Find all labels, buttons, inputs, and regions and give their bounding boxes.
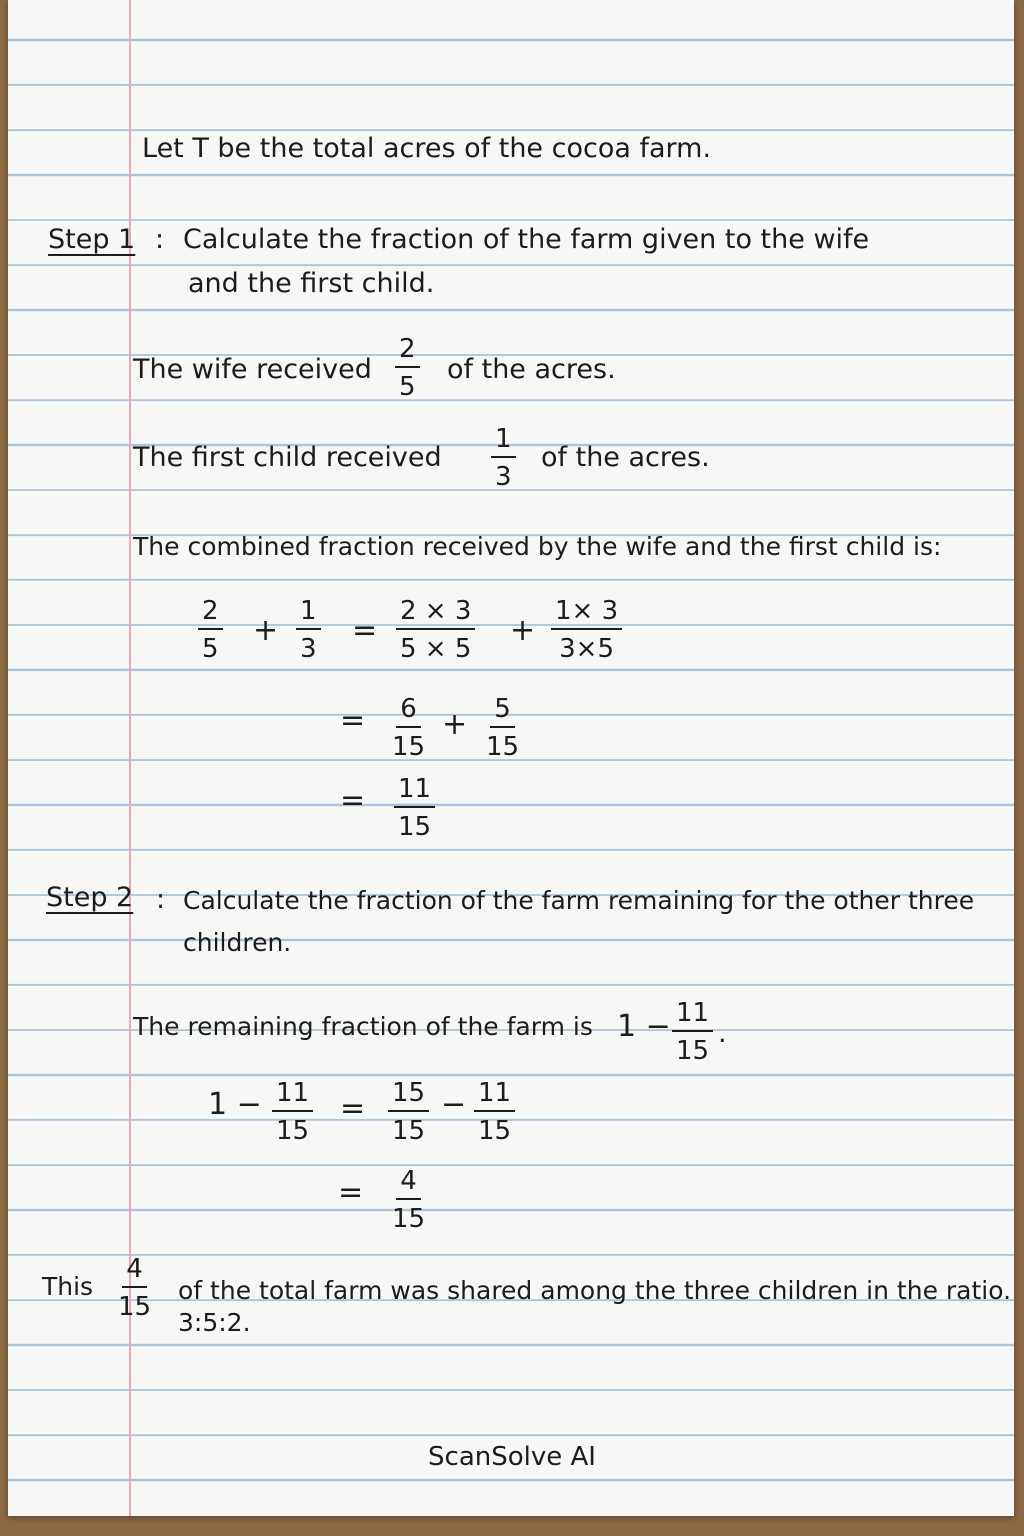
eq1-b-denominator: 3 (300, 634, 317, 664)
s2eq2-equals: = (338, 1175, 364, 1210)
eq2-a-denominator: 15 (392, 732, 426, 762)
conclusion-fraction (118, 1256, 151, 1320)
step2-title-line2: children. (183, 928, 292, 957)
wife-text-post: of the acres. (447, 354, 616, 385)
eq2-fraction-b (486, 696, 519, 760)
child-fraction (491, 426, 516, 490)
conclusion-fraction-denominator: 15 (118, 1292, 152, 1322)
s2eq1-b-denominator: 15 (392, 1116, 426, 1146)
s2eq1-c-numerator: 11 (474, 1080, 515, 1112)
remaining-fraction-numerator: 11 (672, 1000, 713, 1032)
child-text-post: of the acres. (541, 442, 710, 473)
child-fraction-numerator: 1 (491, 426, 516, 458)
conclusion-fraction-numerator: 4 (122, 1256, 147, 1288)
eq1-fraction-b (296, 598, 321, 662)
s2eq2-numerator: 4 (396, 1168, 421, 1200)
remaining-fraction (672, 1000, 713, 1064)
s2eq1-a-numerator: 11 (272, 1080, 313, 1112)
conclusion-post: of the total farm was shared among the three children in the ratio. (178, 1276, 1012, 1305)
step2-title-line1: Calculate the fraction of the farm remaining for the other three (183, 886, 975, 915)
eq1-a-numerator: 2 (198, 598, 223, 630)
wife-fraction-denominator: 5 (399, 372, 416, 402)
remaining-text-pre: The remaining fraction of the farm is (133, 1012, 593, 1041)
step1-title-line2: and the first child. (188, 268, 435, 299)
s2eq1-b-numerator: 15 (388, 1080, 429, 1112)
s2eq1-a-denominator: 15 (276, 1116, 310, 1146)
s2eq2-denominator: 15 (392, 1204, 426, 1234)
remaining-expr: 1 − (617, 1009, 671, 1044)
footer-brand: ScanSolve AI (428, 1442, 596, 1472)
eq3-numerator: 11 (394, 776, 435, 808)
eq2-plus: + (442, 707, 468, 742)
step1-title-line1: Calculate the fraction of the farm given to the wife (183, 224, 870, 255)
s2eq1-c-denominator: 15 (478, 1116, 512, 1146)
s2eq2-fraction (392, 1168, 425, 1232)
eq3-fraction (394, 776, 435, 840)
eq1-plus-1: + (253, 613, 279, 648)
eq2-a-numerator: 6 (396, 696, 421, 728)
eq1-fraction-d (551, 598, 622, 662)
eq1-equals: = (352, 613, 378, 648)
s2eq1-fraction-c (474, 1080, 515, 1144)
eq2-fraction-a (392, 696, 425, 760)
step1-label: Step 1 (48, 224, 136, 255)
eq1-c-numerator: 2 × 3 (396, 598, 475, 630)
wife-fraction-numerator: 2 (395, 336, 420, 368)
child-fraction-denominator: 3 (495, 462, 512, 492)
eq1-a-denominator: 5 (202, 634, 219, 664)
eq2-b-numerator: 5 (490, 696, 515, 728)
combined-text: The combined fraction received by the wife and the first child is: (133, 532, 942, 561)
wife-text-pre: The wife received (133, 354, 372, 385)
s2eq1-fraction-b (388, 1080, 429, 1144)
eq3-equals: = (340, 783, 366, 818)
conclusion-ratio: 3:5:2. (178, 1308, 251, 1337)
eq1-fraction-a (198, 598, 223, 662)
wife-fraction (395, 336, 420, 400)
s2eq1-minus: − (441, 1087, 467, 1122)
eq1-d-denominator: 3×5 (559, 634, 614, 664)
step1-colon: : (155, 224, 165, 255)
conclusion-pre: This (42, 1272, 94, 1301)
eq3-denominator: 15 (398, 812, 432, 842)
eq1-d-numerator: 1× 3 (551, 598, 622, 630)
step2-colon: : (156, 884, 166, 915)
step2-label: Step 2 (46, 882, 134, 913)
child-text-pre: The first child received (133, 442, 442, 473)
eq1-fraction-c (396, 598, 475, 662)
remaining-dot: . (718, 1018, 727, 1049)
intro-text: Let T be the total acres of the cocoa farm. (142, 133, 712, 164)
eq2-b-denominator: 15 (486, 732, 520, 762)
s2eq1-one-minus: 1 − (208, 1087, 262, 1122)
eq2-equals: = (340, 703, 366, 738)
s2eq1-equals: = (340, 1091, 366, 1126)
remaining-fraction-denominator: 15 (676, 1036, 710, 1066)
eq1-plus-2: + (510, 613, 536, 648)
s2eq1-fraction-a (272, 1080, 313, 1144)
eq1-c-denominator: 5 × 5 (400, 634, 472, 664)
eq1-b-numerator: 1 (296, 598, 321, 630)
